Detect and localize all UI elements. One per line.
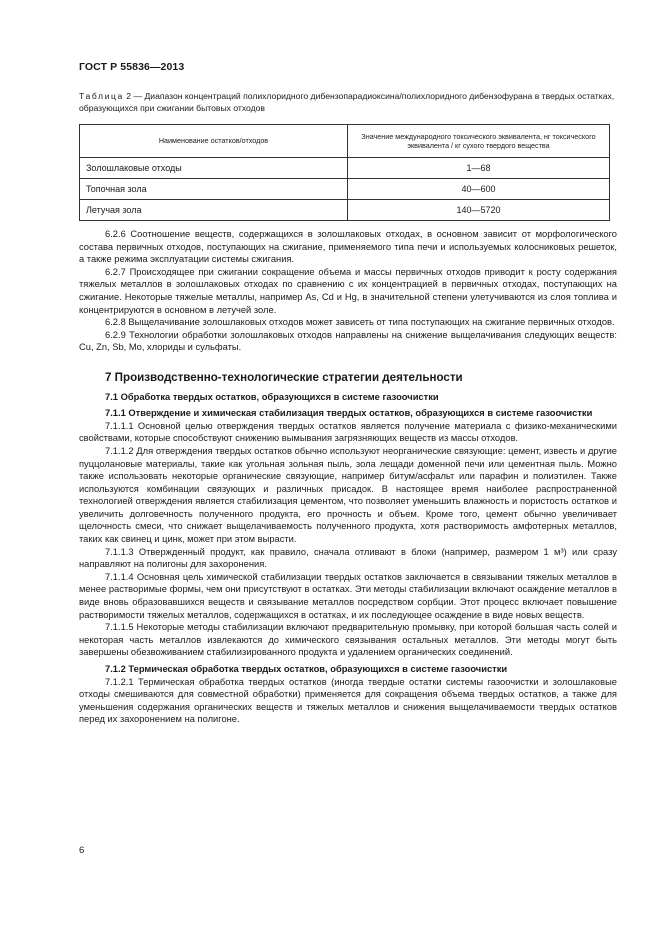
paragraph-7-1-1-1: 7.1.1.1 Основной целью отверждения твердых остатков является получение материала с физико-механическими свойствами, которые способствуют снижению вымывания загрязняющих веществ из массы отходов.: [79, 420, 617, 444]
table-caption: [79, 90, 619, 114]
section-heading-7-1-2: 7.1.2 Термическая обработка твердых остатков, образующихся в системе газоочистки: [105, 664, 508, 674]
paragraph-7-1-1-5: 7.1.1.5 Некоторые методы стабилизации включают предварительную промывку, при которой большая часть солей и некоторая часть металлов извлекаются до химического связывания остальных металлов. Эти методы могут быть завершены обезвоживанием стабилизированного продукта и удалением органических соединений.: [79, 622, 617, 658]
paragraph-6-2-6: 6.2.6 Соотношение веществ, содержащихся в золошлаковых отходах, в основном зависит от морфологического состава первичных отходов, поступающих на сжигание, применяемого типа печи и используемых колосниковых решеток, а также режима эксплуатации системы сжигания.: [79, 229, 617, 265]
table-row: [80, 179, 610, 200]
paragraph-6-2-7: 6.2.7 Происходящее при сжигании сокращение объема и массы первичных отходов приводит к росту содержания тяжелых металлов в золошлаковых отходах по сравнению с их концентрацией в первичных отходах, поступающих на сжигание. Некоторые тяжелые металлы, например As, Cd и Hg, в значительной степени улетучиваются из слоя топлива и концентрируются в основном в летучей золе.: [79, 266, 617, 315]
paragraph-7-1-1-4: 7.1.1.4 Основная цель химической стабилизации твердых остатков заключается в связывании тяжелых металлов в менее растворимые формы, чем они присутствуют в остатках. Эти методы стабилизации включают осаждение металлов в виде вновь образовавшихся веществ и связывание металлов посредством сорбции. Этот процесс включает повышение растворимости тяжелых металлов, содержащихся в остатках, и их последующее осаждение в виде новых веществ.: [79, 571, 617, 620]
row-name: Летучая зола: [80, 200, 348, 221]
body-text: [79, 228, 617, 726]
table-header-row: [80, 125, 610, 158]
section-heading-7-1-1: 7.1.1 Отверждение и химическая стабилизация твердых остатков, образующихся в системе газоочистки: [105, 408, 593, 419]
col-header-value: Значение международного токсического эквивалента, нг токсического эквивалента / кг сухого твердого вещества: [348, 125, 610, 158]
paragraph-6-2-8: 6.2.8 Выщелачивание золошлаковых отходов может зависеть от типа поступающих на сжигание первичных отходов.: [105, 317, 615, 328]
section-heading-7-1: 7.1 Обработка твердых остатков, образующихся в системе газоочистки: [105, 391, 439, 402]
section-heading-7: 7 Производственно-технологические стратегии деятельности: [105, 370, 463, 384]
table-row: [80, 158, 610, 179]
page-number: 6: [79, 845, 85, 856]
row-name: Золошлаковые отходы: [80, 158, 348, 179]
row-name: Топочная зола: [80, 179, 348, 200]
paragraph-7-1-1-3: 7.1.1.3 Отвержденный продукт, как правило, сначала отливают в блоки (например, размером 1 м³) или сразу направляют на полигоны для захоронения.: [79, 546, 617, 570]
table-caption-text: 2 — Диапазон концентраций полихлоридного дибензопарадиоксина/полихлоридного дибензофурана в твердых остатках, образующихся при сжигании бытовых отходов: [79, 91, 615, 113]
standard-header: ГОСТ Р 55836—2013: [79, 61, 185, 73]
row-value: 1—68: [348, 158, 610, 179]
concentration-table: [79, 124, 610, 221]
paragraph-7-1-2-1: 7.1.2.1 Термическая обработка твердых остатков (иногда твердые остатки системы газоочистки и золошлаковые отходы смешиваются для совместной обработки) применяется для сокращения объема твердых остатков, а также для уменьшения содержания органических веществ и тяжелых металлов и снижения выщелачиваемости твердых остатков перед их захоронением на полигоне.: [79, 676, 617, 725]
col-header-name: Наименование остатков/отходов: [80, 125, 348, 158]
row-value: 140—5720: [348, 200, 610, 221]
table-row: [80, 200, 610, 221]
paragraph-6-2-9: 6.2.9 Технологии обработки золошлаковых отходов направлены на снижение выщелачивания следующих веществ: Cu, Zn, Sb, Mo, хлориды и сульфаты.: [79, 329, 617, 353]
row-value: 40—600: [348, 179, 610, 200]
paragraph-7-1-1-2: 7.1.1.2 Для отверждения твердых остатков обычно используют неорганические связующие: цемент, известь и другие пуццолановые материалы, такие как угольная зольная пыль, зола лещади доменной печи или цементная пыль. Можно также использовать некоторые органические связующие, например битум/асфальт или парафин и полиэтилен. Также используются комбинации связующих и различных присадок. В настоящее время наиболее распространенной технологией отверждения является стабилизация цементом, что позволяет уменьшить влажность и пористость остатков и увеличить долговечность полученного продукта, его прочность и объем. Кроме того, цемент обычно увеличивает щелочность смеси, что снижает выщелачиваемость полученного продукта, хотя растворимость амфотерных металлов, таких как свинец и цинк, может при этом вырасти.: [79, 445, 617, 545]
table-caption-prefix: Таблица: [79, 91, 124, 101]
